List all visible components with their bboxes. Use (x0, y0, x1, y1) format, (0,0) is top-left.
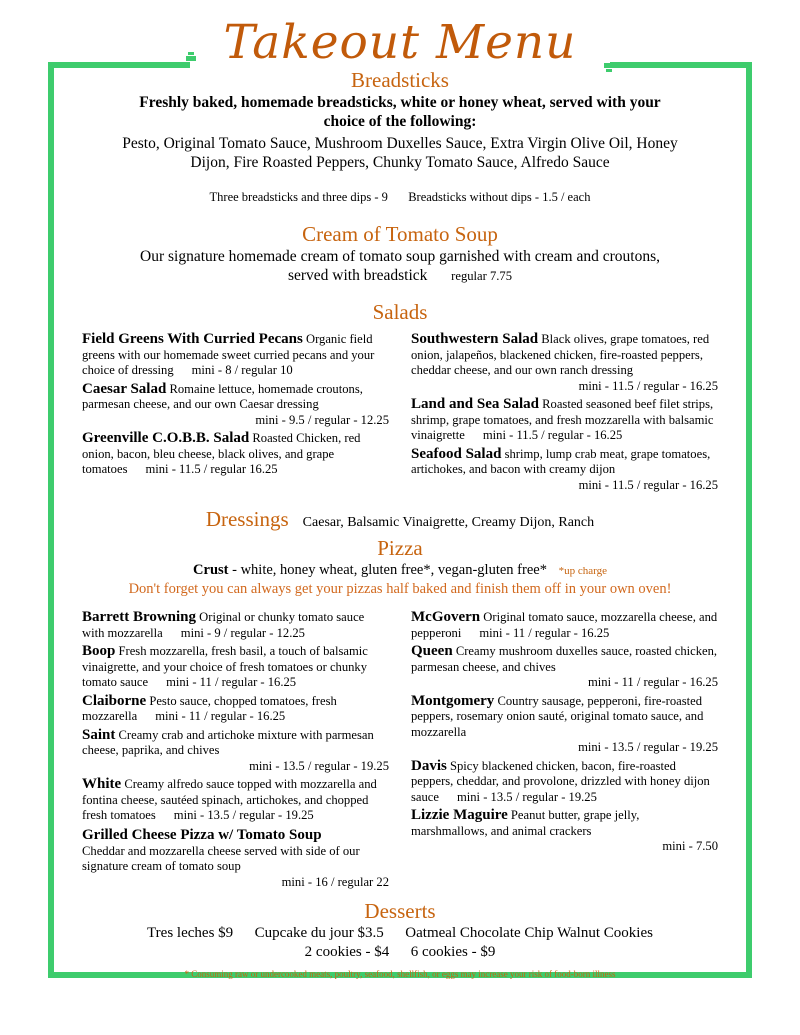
menu-item (411, 808, 718, 855)
pizza-crust-label: Crust (193, 562, 229, 578)
menu-item-body (82, 844, 389, 875)
menu-item-name: Grilled Cheese Pizza w/ Tomato Soup (82, 826, 322, 843)
menu-item-name: Claiborne (82, 692, 147, 709)
menu-item (411, 447, 718, 494)
menu-item-body (411, 332, 718, 379)
menu-item-price-line (82, 759, 389, 775)
menu-item-name: Davis (411, 757, 447, 774)
pizza-crust-row (82, 561, 718, 580)
menu-item-price-line (411, 478, 718, 494)
menu-item-price: mini - 11.5 / regular - 16.25 (578, 378, 718, 393)
menu-item-description: Roasted Chicken, red onion, bacon, bleu cheese, black olives, and grape tomatoes (82, 431, 361, 476)
menu-item-price-line (411, 740, 718, 756)
menu-item (82, 694, 389, 725)
menu-item (411, 610, 718, 641)
menu-item-description: Romaine lettuce, homemade croutons, parmesan cheese, and our own Caesar dressing (82, 381, 363, 411)
menu-item-description: Original tomato sauce, mozzarella cheese, and pepperoni (411, 610, 718, 640)
breadsticks-price-no-dips: Breadsticks without dips - 1.5 / each (408, 190, 591, 204)
section-salads (82, 300, 718, 496)
dressings-label: Dressings (205, 507, 289, 531)
menu-item-description: Creamy crab and artichoke mixture with parmesan cheese, paprika, and chives (82, 727, 374, 757)
menu-item-name: Montgomery (411, 692, 495, 709)
menu-item (82, 382, 389, 429)
menu-item-body (82, 694, 389, 725)
menu-item-price: mini - 13.5 / regular - 19.25 (578, 740, 718, 754)
soup-price: regular 7.75 (451, 269, 513, 283)
menu-item-name: Caesar Salad (82, 380, 167, 397)
menu-item-body (411, 397, 718, 444)
salads-column-right (411, 332, 718, 496)
menu-item-name: Barrett Browning (82, 609, 197, 625)
menu-item-price: mini - 16 / regular 22 (281, 874, 389, 889)
menu-item-name: Saint (82, 726, 116, 743)
dressings-value: Caesar, Balsamic Vinaigrette, Creamy Dijon, Ranch (302, 515, 595, 530)
menu-item-body (411, 610, 718, 641)
section-breadsticks (82, 68, 718, 205)
dessert-tres-leches: Tres leches $9 (147, 925, 234, 941)
menu-item (411, 397, 718, 444)
menu-item-price-line (82, 413, 389, 429)
menu-item-price: mini - 13.5 / regular - 19.25 (249, 758, 389, 773)
menu-content (54, 68, 746, 979)
menu-item (82, 777, 389, 824)
menu-item (411, 759, 718, 806)
menu-item-name: Land and Sea Salad (411, 396, 539, 412)
section-heading-soup: Cream of Tomato Soup (302, 222, 498, 246)
breadsticks-intro-line1: Freshly baked, homemade breadsticks, white or honey wheat, served with your (139, 94, 661, 111)
pizza-crust-value: - white, honey wheat, gluten free*, vegan-gluten free* (232, 562, 547, 578)
menu-item (82, 827, 389, 891)
dessert-cookies-2: 2 cookies - $4 (304, 944, 390, 960)
frame-border-right (746, 62, 752, 978)
menu-item-price-line (411, 675, 718, 691)
salads-column-left (82, 332, 389, 496)
soup-price-row (82, 266, 718, 286)
breadsticks-prices (82, 189, 718, 205)
menu-item-description: Spicy blackened chicken, bacon, fire-roasted peppers, cheddar, and provolone, drizzled with honey dijon sauce (411, 758, 710, 804)
section-desserts (82, 899, 718, 962)
section-dressings (82, 507, 718, 532)
menu-item-price: mini - 11.5 / regular - 16.25 (578, 477, 718, 492)
menu-item-body (82, 728, 389, 759)
menu-item-price: mini - 8 / regular 10 (191, 363, 293, 377)
menu-item-name: Lizzie Maguire (411, 807, 508, 823)
menu-item-description: Country sausage, pepperoni, fire-roasted peppers, rosemary onion sauté, original tomato sauce, and mozzarella (411, 693, 704, 739)
menu-item-description: Cheddar and mozzarella cheese served with side of our signature cream of tomato soup (82, 843, 360, 873)
menu-item-name: McGovern (411, 609, 481, 625)
menu-item-body (411, 808, 718, 839)
menu-item-name: Greenville C.O.B.B. Salad (82, 430, 250, 446)
menu-item-price: mini - 9.5 / regular - 12.25 (255, 412, 389, 427)
menu-item (411, 694, 718, 756)
pizza-column-right (411, 610, 718, 893)
menu-item-price-line (82, 875, 389, 891)
menu-item-body (411, 644, 718, 675)
section-heading-desserts: Desserts (364, 899, 436, 923)
menu-item-price: mini - 11.5 / regular - 16.25 (482, 428, 623, 442)
menu-item-name: White (82, 776, 122, 792)
menu-item-price: mini - 9 / regular - 12.25 (180, 625, 305, 640)
menu-item (82, 431, 389, 478)
menu-item-price: mini - 13.5 / regular - 19.25 (173, 808, 314, 822)
breadsticks-intro-line2: choice of the following: (323, 113, 477, 130)
pizza-upcharge-note: *up charge (558, 565, 607, 577)
menu-item-price: mini - 11 / regular - 16.25 (588, 675, 718, 689)
menu-item (82, 644, 389, 691)
menu-item-description: Organic field greens with our homemade sweet curried pecans and your choice of dressing (82, 332, 375, 377)
menu-item-description: Pesto sauce, chopped tomatoes, fresh mozzarella (82, 693, 337, 723)
menu-item-name: Seafood Salad (411, 445, 502, 462)
breadsticks-sauces-line2: Dijon, Fire Roasted Peppers, Chunky Tomato Sauce, Alfredo Sauce (190, 154, 610, 171)
soup-desc-line2: served with breadstick (287, 267, 428, 284)
menu-item-description: shrimp, lump crab meat, grape tomatoes, artichokes, and bacon with creamy dijon (411, 446, 711, 476)
menu-item-body (82, 332, 389, 379)
soup-desc-line1: Our signature homemade cream of tomato soup garnished with cream and croutons, (140, 248, 660, 265)
pizza-promo-note: Don't forget you can always get your pizzas half baked and finish them off in your own oven! (128, 581, 672, 597)
breadsticks-sauces-line1: Pesto, Original Tomato Sauce, Mushroom Duxelles Sauce, Extra Virgin Olive Oil, Honey (122, 135, 678, 152)
dessert-cupcake: Cupcake du jour $3.5 (254, 925, 384, 941)
menu-item (82, 332, 389, 379)
desserts-line-2 (82, 943, 718, 962)
menu-item (82, 728, 389, 775)
menu-item-price: mini - 13.5 / regular - 19.25 (456, 789, 597, 804)
menu-item-price-line (411, 379, 718, 395)
page-title: Takeout Menu (223, 15, 577, 70)
section-heading-breadsticks: Breadsticks (351, 68, 449, 92)
menu-item-name: Queen (411, 643, 453, 659)
menu-item-price: mini - 7.50 (662, 839, 718, 853)
menu-item (411, 644, 718, 691)
desserts-line-1 (82, 924, 718, 943)
pizza-column-left (82, 610, 389, 893)
menu-item-name-line (82, 827, 389, 844)
menu-item-price: mini - 11 / regular - 16.25 (479, 625, 610, 640)
menu-item-description: Fresh mozzarella, fresh basil, a touch of balsamic vinaigrette, and your choice of fresh tomatoes or chunky tomato sauce (82, 644, 368, 689)
menu-item-price: mini - 11 / regular - 16.25 (155, 709, 286, 723)
menu-item-body (411, 759, 718, 806)
menu-item-price: mini - 11.5 / regular 16.25 (145, 462, 278, 476)
menu-item-body (82, 610, 389, 641)
menu-item-price-line (411, 839, 718, 855)
section-pizza (82, 536, 718, 893)
dessert-cookies: Oatmeal Chocolate Chip Walnut Cookies (405, 925, 653, 941)
menu-item-name: Field Greens With Curried Pecans (82, 331, 303, 347)
menu-item-body (82, 431, 389, 478)
menu-item-body (82, 777, 389, 824)
menu-item-description: Original or chunky tomato sauce with mozzarella (82, 610, 365, 640)
footnote-disclaimer: * Consuming raw or undercooked meats, poultry, seafood, shellfish, or eggs may increase your risk of food-born illness (184, 969, 616, 979)
section-heading-pizza: Pizza (377, 536, 423, 560)
menu-item-body (82, 644, 389, 691)
menu-item (411, 332, 718, 394)
menu-item-body (411, 447, 718, 478)
section-soup (82, 222, 718, 286)
menu-item-description: Peanut butter, grape jelly, marshmallows, and animal crackers (411, 808, 640, 838)
dessert-cookies-6: 6 cookies - $9 (410, 944, 496, 960)
menu-item-description: Roasted seasoned beef filet strips, shrimp, grape tomatoes, and fresh mozzarella with balsamic vinaigrette (411, 397, 714, 442)
breadsticks-price-with-dips: Three breadsticks and three dips - 9 (209, 190, 388, 204)
menu-item-name: Boop (82, 643, 116, 659)
menu-item (82, 610, 389, 641)
menu-item-description: Black olives, grape tomatoes, red onion, jalapeños, blackened chicken, fire-roasted peppers, cheddar cheese, and our own ranch dressing (411, 332, 710, 377)
section-heading-salads: Salads (372, 300, 428, 324)
menu-item-body (411, 694, 718, 741)
menu-item-price: mini - 11 / regular - 16.25 (166, 675, 297, 689)
menu-item-body (82, 382, 389, 413)
menu-item-name: Southwestern Salad (411, 331, 539, 347)
menu-item-description: Creamy alfredo sauce topped with mozzarella and fontina cheese, sautéed spinach, artichokes, and chopped fresh tomatoes (82, 777, 377, 822)
menu-item-description: Creamy mushroom duxelles sauce, roasted chicken, parmesan cheese, and chives (411, 644, 718, 674)
